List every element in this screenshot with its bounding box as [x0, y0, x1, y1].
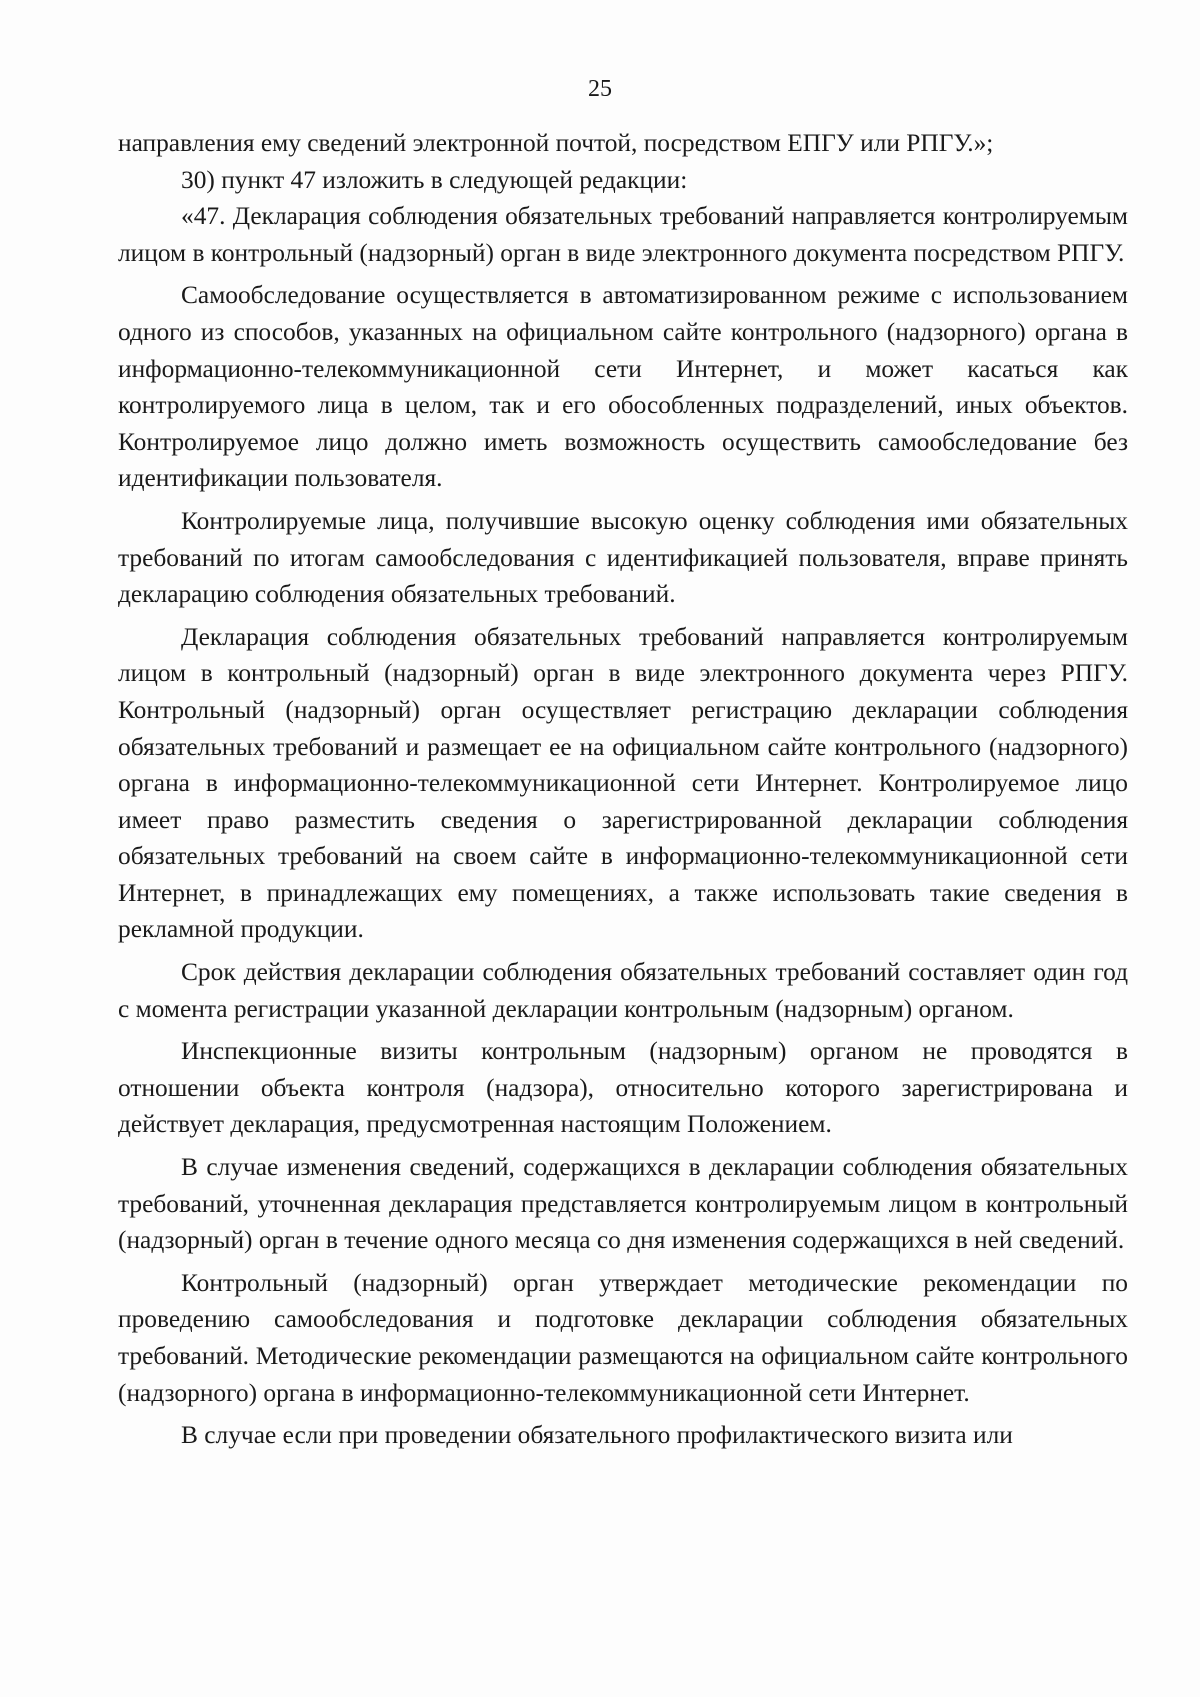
- document-body: [118, 125, 1128, 1454]
- paragraph-amendment-item: 30) пункт 47 изложить в следующей редакции:: [181, 165, 688, 194]
- paragraph-changes: В случае изменения сведений, содержащихся в декларации соблюдения обязательных требований, уточненная декларация представляется контролируемым лицом в контрольный (надзорный) орган в течение одного месяца со дня изменения содержащихся в ней сведений.: [118, 1153, 1128, 1255]
- paragraph-preventive-visit: В случае если при проведении обязательного профилактического визита или: [181, 1421, 1013, 1450]
- paragraph-high-score: Контролируемые лица, получившие высокую оценку соблюдения ими обязательных требований по итогам самообследования с идентификацией пользователя, вправе принять декларацию соблюдения обязательных требований.: [118, 506, 1128, 609]
- paragraph-continuation: направления ему сведений электронной почтой, посредством ЕПГУ или РПГУ.»;: [118, 129, 994, 157]
- paragraph-recommendations: Контрольный (надзорный) орган утверждает методические рекомендации по проведению самообследования и подготовке декларации соблюдения обязательных требований. Методические рекомендации размещаются на официальном сайте контрольного (надзорного) органа в информационно-телекоммуникационной сети Интернет.: [118, 1268, 1128, 1407]
- paragraph-validity-period: Срок действия декларации соблюдения обязательных требований составляет один год с момента регистрации указанной декларации контрольным (надзорным) органом.: [118, 958, 1128, 1023]
- paragraph-clause-47: «47. Декларация соблюдения обязательных требований направляется контролируемым лицом в контрольный (надзорный) орган в виде электронного документа посредством РПГУ.: [118, 202, 1128, 267]
- paragraph-inspection-visits: Инспекционные визиты контрольным (надзорным) органом не проводятся в отношении объекта контроля (надзора), относительно которого зарегистрирована и действует декларация, предусмотренная настоящим Положением.: [118, 1037, 1128, 1139]
- paragraph-declaration-registration: Декларация соблюдения обязательных требований направляется контролируемым лицом в контрольный (надзорный) орган в виде электронного документа через РПГУ. Контрольный (надзорный) орган осуществляет регистрацию декларации соблюдения обязательных требований и размещает ее на официальном сайте контрольного (надзорного) органа в информационно-телекоммуникационной сети Интернет. Контролируемое лицо имеет право разместить сведения о зарегистрированной декларации соблюдения обязательных требований на своем сайте в информационно-телекоммуникационной сети Интернет, в принадлежащих ему помещениях, а также использовать такие сведения в рекламной продукции.: [118, 622, 1128, 944]
- page-number: 25: [588, 76, 612, 102]
- paragraph-self-assessment: Самообследование осуществляется в автоматизированном режиме с использованием одного из способов, указанных на официальном сайте контрольного (надзорного) органа в информационно-телекоммуникационной сети Интернет, и может касаться как контролируемого лица в целом, так и его обособленных подразделений, иных объектов. Контролируемое лицо должно иметь возможность осуществить самообследование без идентификации пользователя.: [118, 281, 1128, 493]
